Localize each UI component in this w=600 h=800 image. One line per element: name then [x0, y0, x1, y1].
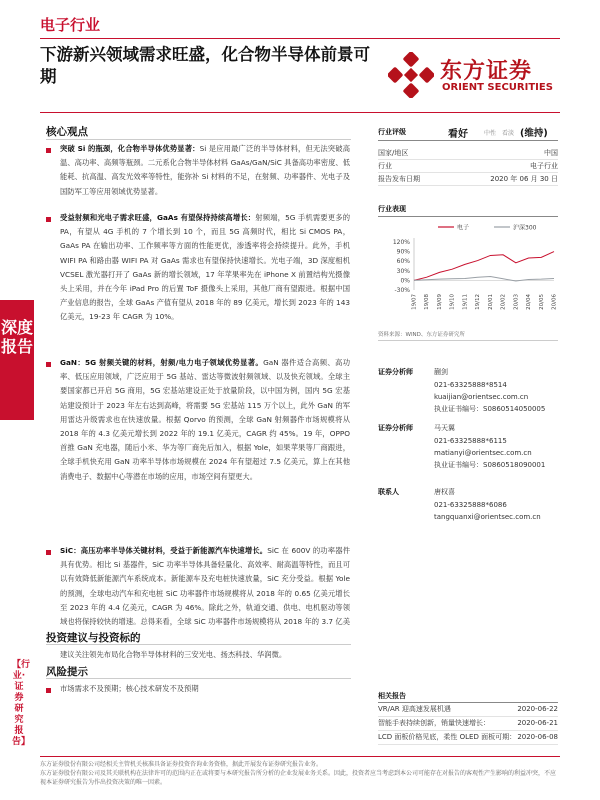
paragraph-gaas-body: 射频端，5G 手机需要更多的 PA，有望从 4G 手机的 7 个增长到 10 个，而且 5G 高频时代，相比 Si CMOS PA，GaAs PA 在输出功率、工作频率等方面的性能更优，渗透率将会持续提升。此外，手机 WIFI PA 和路由器 WIFI PA 对 GaAs 需求也有望保持快速增长。光电子端，3D 深度相机 VCSEL 激光器打开了 GaAs 新的增长领域，17 年苹果率先在 iPhone X 前置结构光摄像头上采用，并在今年 iPad Pro 的后置 ToF 摄像头上采用，其他厂商有望跟进。根据中国产业信息的报告，全球 GaAs 产值有望从 2018 年的 89 亿美元，增长到 2023 年的 143 亿美元，19-23 年 CAGR 为 10%。	[60, 213, 350, 322]
risk-item: 市场需求不及预期；核心技术研发不及预期	[60, 684, 199, 693]
related-item[interactable]	[378, 703, 558, 717]
x-tick-label: 20/05	[538, 294, 545, 310]
footer-line: 东方证券股份有限公司经相关主管机关核准具备证券投资咨询业务资格，据此开展发布证券研究报告业务。	[40, 761, 323, 768]
related-date: 2020-06-08	[517, 733, 558, 741]
footer-disclaimer	[40, 760, 560, 787]
analyst-role: 证券分析师	[378, 424, 413, 432]
contact-person	[378, 486, 558, 523]
rating-label: 行业评级	[378, 128, 406, 136]
contact-phone: 021-63325888*6086	[434, 501, 507, 509]
paragraph-sic-lead: SiC：高压功率半导体关键材料，受益于新能源汽车快速增长。	[60, 546, 268, 555]
page-title: 下游新兴领域需求旺盛，化合物半导体前景可期	[40, 45, 370, 86]
bullet-icon	[46, 148, 51, 153]
bullet-icon	[46, 688, 51, 693]
risk-divider	[46, 678, 351, 679]
legend-label: 电子	[457, 224, 470, 232]
logo-mark-icon	[388, 52, 434, 98]
y-tick-label: 120%	[392, 239, 410, 246]
rating-neutral: 中性	[484, 129, 497, 137]
report-category-label: 【行业·证券研究报告】	[12, 660, 31, 747]
contact-name: 唐权喜	[434, 488, 455, 496]
series-line-电子	[414, 252, 554, 281]
x-tick-label: 19/12	[475, 294, 482, 310]
bullet-icon	[46, 362, 51, 367]
related-title: 智能手表持续创新，销量快速增长：	[378, 719, 490, 727]
paragraph-sic	[60, 544, 350, 629]
info-key: 行业	[378, 162, 392, 170]
info-value: 中国	[544, 149, 558, 157]
related-date: 2020-06-21	[517, 719, 558, 727]
paragraph-gan-body: GaN 器件适合高频、高功率、低压应用领域，广泛应用于 5G 基站、雷达等微波射频领域、以及快充领域。全球主要国家都已开启 5G 商用，5G 宏基站建设正处于放量阶段，以中国为例，国内 5G 宏基站建设预计于 2023 年左右达到高峰，将需要 5G 宏基站 115 万个以上，此外 GaN 的军用雷达升级需求也在快速放量。根据 Qorvo 的预测，全球 GaN 射频器件市场规模将从 2018 年的 4.3 亿美元增长到 2022 年的 19.1 亿美元，CAGR 约 45%。19 年，OPPO 首推 GaN 充电器，随后小米、华为等厂商先后加入，根据 Yole，如果苹果等厂商跟进，全球手机快充用 GaN 功率半导体市场规模在 2024 年有望超过 7.5 亿美元，算上在其他消费电子、数据中心等潜在市场的应用，市场空间有望更大。	[60, 358, 350, 481]
related-title: LCD 面板价格见底，柔性 OLED 面板可期：	[378, 733, 517, 741]
chart-divider	[378, 340, 558, 341]
related-heading: 相关报告	[378, 690, 558, 703]
advice-heading: 投资建议与投资标的	[46, 632, 141, 644]
info-row	[378, 147, 558, 160]
x-tick-label: 19/07	[411, 294, 418, 310]
header-divider	[40, 38, 560, 39]
footer-divider	[40, 756, 560, 757]
core-heading: 核心观点	[46, 126, 88, 138]
analyst-1	[378, 366, 558, 415]
paragraph-si-body: Si 是应用最广泛的半导体材料，但无法突破高温、高功率、高频等瓶颈。二元系化合物半导体材料 GaAs/GaN/SiC 具备高功率密度、低能耗、抗高温、高发光效率等特性，能弥补 Si 材料的不足，在射频、功率器件、光电子及国防军工等应用领域优势显著。	[60, 144, 350, 196]
paragraph-gan	[60, 356, 350, 526]
analyst-phone: 021-63325888*8514	[434, 381, 507, 389]
bullet-icon	[46, 217, 51, 222]
y-tick-label: -30%	[394, 287, 410, 294]
analyst-role: 证券分析师	[378, 368, 413, 376]
legend-label: 沪深300	[513, 224, 537, 232]
logo-text-cn: 东方证券	[440, 59, 533, 84]
analyst-name: 蒯剑	[434, 368, 448, 376]
analyst-cert: 执业证书编号：S0860518090001	[434, 461, 546, 469]
info-row	[378, 160, 558, 173]
paragraph-si-lead: 突破 Si 的瓶颈，化合物半导体优势显著：	[60, 144, 200, 153]
x-tick-label: 19/08	[424, 294, 431, 310]
y-tick-label: 60%	[396, 258, 410, 266]
info-value: 电子行业	[530, 162, 558, 170]
related-reports	[378, 690, 558, 745]
rating-panel	[378, 124, 558, 186]
y-tick-label: 0%	[400, 277, 410, 285]
y-tick-label: 30%	[396, 267, 410, 275]
chart-title: 行业表现	[378, 204, 558, 217]
company-logo	[388, 48, 568, 104]
contact-role: 联系人	[378, 488, 399, 496]
bullet-icon	[46, 550, 51, 555]
x-tick-label: 20/04	[526, 294, 533, 310]
info-row	[378, 173, 558, 186]
x-tick-label: 19/09	[436, 294, 443, 310]
analyst-cert: 执业证书编号：S0860514050005	[434, 405, 546, 413]
contact-email[interactable]: tangquanxi@orientsec.com.cn	[434, 513, 541, 521]
risk-heading: 风险提示	[46, 666, 88, 678]
related-item[interactable]	[378, 717, 558, 731]
performance-chart	[378, 220, 558, 320]
y-tick-label: 90%	[396, 248, 410, 256]
core-divider	[46, 139, 351, 140]
report-type-badge: 深度报告	[0, 300, 34, 420]
paragraph-gan-lead: GaN：5G 射频关键的材料，射频/电力电子领域优势显著。	[60, 358, 264, 367]
paragraph-gaas-lead: 受益射频和光电子需求旺盛，GaAs 有望保持持续高增长：	[60, 213, 256, 222]
x-tick-label: 20/02	[500, 294, 507, 310]
x-tick-label: 19/11	[462, 294, 469, 310]
rating-maintain: (维持)	[520, 128, 548, 139]
analyst-email[interactable]: kuaijian@orientsec.com.cn	[434, 393, 529, 401]
analyst-email[interactable]: matianyi@orientsec.com.cn	[434, 449, 532, 457]
analyst-name: 马天翼	[434, 424, 455, 432]
advice-text: 建议关注领先布局化合物半导体材料的三安光电、扬杰科技、华润微。	[60, 650, 287, 659]
industry-label: 电子行业	[40, 16, 101, 34]
related-date: 2020-06-22	[517, 705, 558, 713]
analyst-2	[378, 422, 558, 471]
footer-line: 东方证券股份有限公司及其关联机构在法律许可的范围内正在或将要与本研究报告所分析的企业发展业务关系。因此，投资者应当考虑到本公司可能存在对报告的客观性产生影响的利益冲突，不应视本证券研究报告为作出投资决策的唯一因素。	[40, 770, 557, 786]
info-key: 报告发布日期	[378, 175, 420, 183]
info-value: 2020 年 06 月 30 日	[490, 175, 558, 183]
rating-bear: 看淡	[502, 129, 515, 137]
x-tick-label: 20/01	[487, 294, 494, 310]
paragraph-sic-body: SiC 在 600V 的功率器件具有优势。相比 Si 基器件，SiC 功率半导体具备轻量化、高效率、耐高温等特性，而且可以有效降低新能源汽车系统成本。新能源车及充电桩快速放量，SiC 充分受益。根据 Yole 的预测，全球电动汽车和充电桩 SiC 功率器件市场规模将从 2018 年的 0.65 亿美元增长至 2023 年的 4.4 亿美元，CAGR 为 46%。除此之外，轨道交通、供电、电机驱动等领域也将保持较快的增速。总得来看，全球 SiC 功率器件市场规模将从 2018 年的 3.7 亿美	[60, 546, 350, 627]
rating-value: 看好	[448, 128, 468, 140]
x-tick-label: 20/03	[513, 294, 520, 310]
paragraph-gaas	[60, 211, 350, 339]
related-item[interactable]	[378, 731, 558, 745]
info-key: 国家/地区	[378, 149, 409, 157]
logo-text-en: ORIENT SECURITIES	[442, 82, 553, 93]
chart-source: 资料来源：WIND、东方证券研究所	[378, 332, 465, 338]
x-tick-label: 19/10	[449, 294, 456, 310]
advice-divider	[46, 644, 351, 645]
x-tick-label: 20/06	[551, 294, 558, 310]
title-divider	[40, 112, 560, 113]
analyst-phone: 021-63325888*6115	[434, 437, 507, 445]
related-title: VR/AR 迎高速发展机遇	[378, 705, 451, 713]
